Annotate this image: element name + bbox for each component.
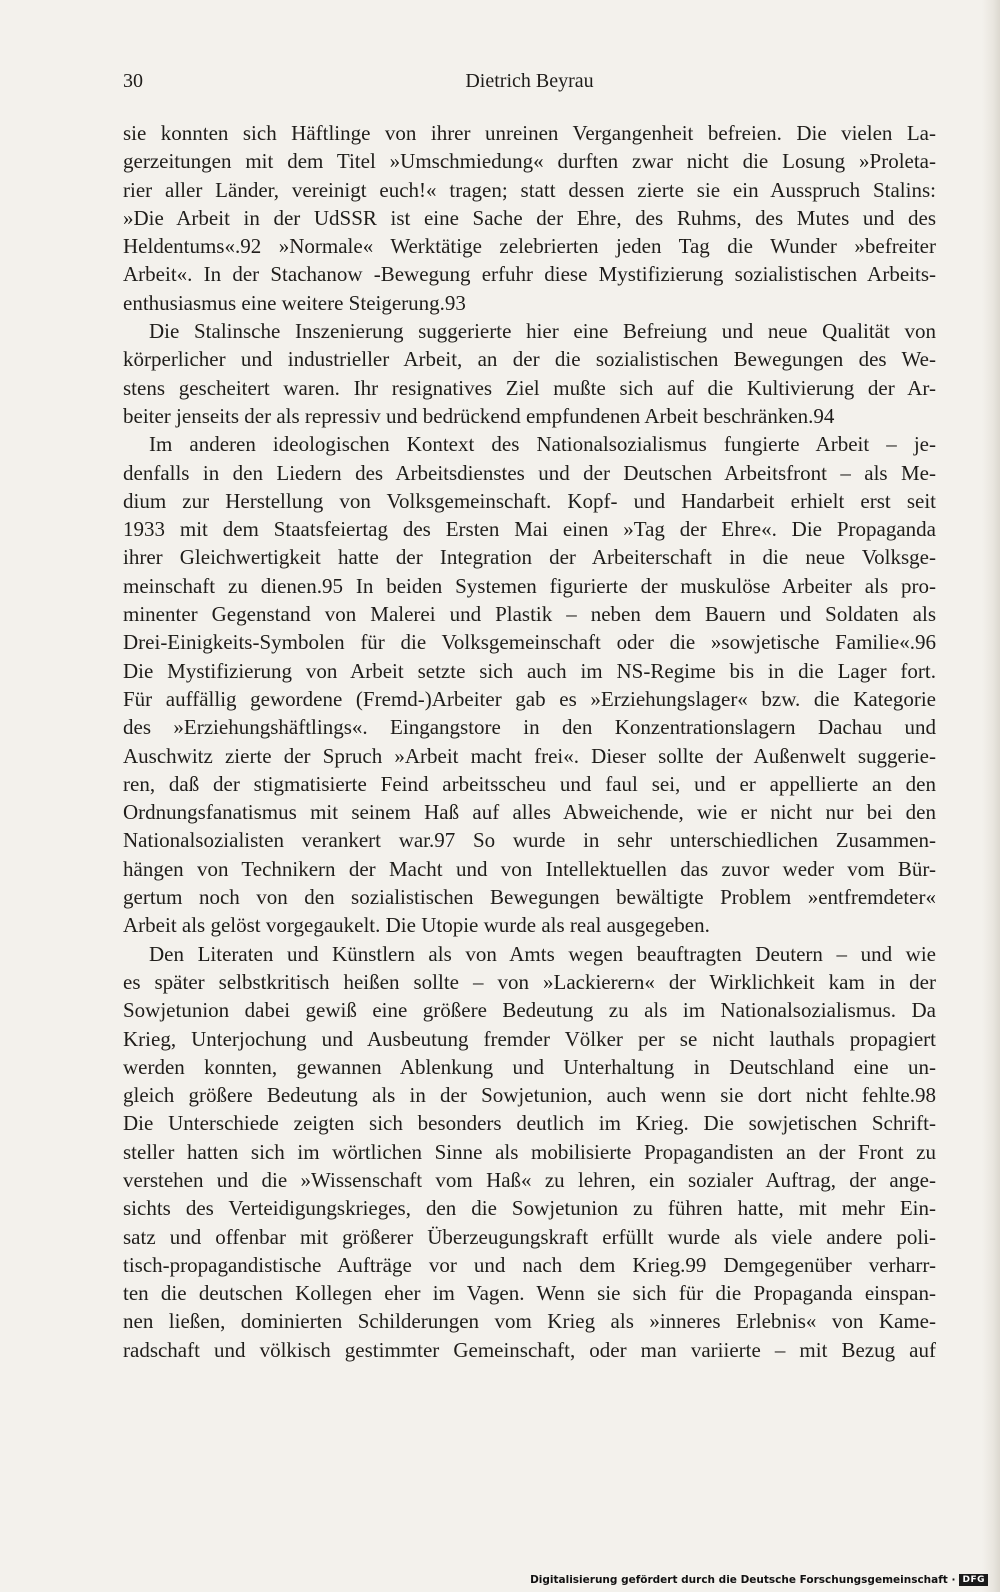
text-line: Im anderen ideologischen Kontext des Nationalsozialismus fungierte Arbeit – je-: [149, 432, 936, 457]
text-line: Arbeit«. In der Stachanow -Bewegung erfuhr diese Mystifizierung sozialistischen Arbeits-: [123, 262, 936, 287]
text-line: ten die deutschen Kollegen eher im Vagen. Wenn sie sich für die Propaganda einspan-: [123, 1281, 936, 1306]
running-head: Dietrich Beyrau: [465, 70, 594, 92]
text-line: dium zur Herstellung von Volksgemeinschaft. Kopf- und Handarbeit erhielt erst seit: [123, 488, 936, 513]
text-line: Ordnungsfanatismus mit seinem Haß auf alles Abweichende, wie er nicht nur bei den: [123, 800, 936, 825]
text-line: Für auffällig gewordene (Fremd-)Arbeiter gab es »Erziehungslager« bzw. die Kategorie: [123, 686, 936, 711]
text-line: verstehen und die »Wissenschaft vom Haß« zu lehren, ein sozialer Auftrag, der ange-: [123, 1167, 936, 1192]
text-line: Den Literaten und Künstlern als von Amts wegen beauftragten Deutern – und wie: [149, 941, 936, 966]
text-line: stens gescheitert waren. Ihr resignatives Ziel mußte sich auf die Kultivierung der Ar-: [123, 375, 936, 400]
text-line: radschaft und völkisch gestimmter Gemeinschaft, oder man variierte – mit Bezug auf: [123, 1337, 936, 1362]
text-line: ren, daß der stigmatisierte Feind arbeitsscheu und faul sei, und er appellierte an den: [123, 771, 936, 796]
text-line: sichts des Verteidigungskrieges, den die Sowjetunion zu führen hatte, mit mehr Ein-: [123, 1196, 936, 1221]
text-line: meinschaft zu dienen.95 In beiden Systemen figurierte der muskulöse Arbeiter als pro-: [123, 573, 936, 598]
text-line: es später selbstkritisch heißen sollte – von »Lackierern« der Wirklichkeit kam in der: [123, 969, 936, 994]
text-line: gleich größere Bedeutung als in der Sowjetunion, auch wenn sie dort nicht fehlte.98: [123, 1083, 936, 1108]
text-line: 1933 mit dem Staatsfeiertag des Ersten Mai einen »Tag der Ehre«. Die Propaganda: [123, 517, 936, 542]
page-edge-shadow: [982, 0, 1000, 1592]
text-line: werden konnten, gewannen Ablenkung und Unterhaltung in Deutschland eine un-: [123, 1054, 936, 1079]
text-line: gertum noch von den sozialistischen Bewegungen bewältigte Problem »entfremdeter«: [123, 885, 936, 910]
text-line: satz und offenbar mit größerer Überzeugungskraft erfüllt wurde als viele andere poli-: [123, 1224, 936, 1249]
text-line: Auschwitz zierte der Spruch »Arbeit macht frei«. Dieser sollte der Außenwelt suggerie-: [123, 743, 936, 768]
page-header: [123, 66, 936, 96]
text-line: Die Unterschiede zeigten sich besonders deutlich im Krieg. Die sowjetischen Schrift-: [123, 1111, 936, 1136]
digitization-credit: [530, 1574, 988, 1586]
text-line: nen ließen, dominierten Schilderungen vom Krieg als »inneres Erlebnis« von Kame-: [123, 1309, 936, 1334]
text-line: gerzeitungen mit dem Titel »Umschmiedung« durften zwar nicht die Losung »Proleta-: [123, 149, 936, 174]
text-line: Krieg, Unterjochung und Ausbeutung fremder Völker per se nicht lauthals propagiert: [123, 1026, 936, 1051]
text-line: beiter jenseits der als repressiv und bedrückend empfundenen Arbeit beschränken.94: [123, 403, 835, 428]
text-line: enthusiasmus eine weitere Steigerung.93: [123, 290, 466, 315]
text-line: rier aller Länder, vereinigt euch!« tragen; statt dessen zierte sie ein Ausspruch Stalins:: [123, 177, 936, 202]
text-line: des »Erziehungshäftlings«. Eingangstore in den Konzentrationslagern Dachau und: [123, 715, 936, 740]
text-line: Drei-Einigkeits-Symbolen für die Volksgemeinschaft oder die »sowjetische Familie«.96: [123, 630, 936, 655]
dfg-logo-icon: DFG: [959, 1574, 988, 1586]
text-line: denfalls in den Liedern des Arbeitsdienstes und der Deutschen Arbeitsfront – als Me-: [123, 460, 936, 485]
text-line: Die Stalinsche Inszenierung suggerierte hier eine Befreiung und neue Qualität von: [149, 319, 936, 344]
text-line: hängen von Technikern der Macht und von Intellektuellen das zuvor weder vom Bür-: [123, 856, 936, 881]
page-number: 30: [123, 70, 143, 92]
credit-text: Digitalisierung gefördert durch die Deutsche Forschungsgemeinschaft ·: [530, 1574, 956, 1586]
text-line: steller hatten sich im wörtlichen Sinne als mobilisierte Propagandisten an der Front zu: [123, 1139, 936, 1164]
text-line: »Die Arbeit in der UdSSR ist eine Sache der Ehre, des Ruhms, des Mutes und des: [123, 205, 936, 230]
text-line: Nationalsozialisten verankert war.97 So wurde in sehr unterschiedlichen Zusammen-: [123, 828, 936, 853]
text-line: Die Mystifizierung von Arbeit setzte sich auch im NS-Regime bis in die Lager fort.: [123, 658, 936, 683]
text-line: minenter Gegenstand von Malerei und Plastik – neben dem Bauern und Soldaten als: [123, 602, 936, 627]
text-line: Sowjetunion dabei gewiß eine größere Bedeutung zu als im Nationalsozialismus. Da: [123, 998, 936, 1023]
text-line: Arbeit als gelöst vorgegaukelt. Die Utopie wurde als real ausgegeben.: [123, 913, 710, 938]
text-line: sie konnten sich Häftlinge von ihrer unreinen Vergangenheit befreien. Die vielen La-: [123, 121, 936, 145]
text-line: körperlicher und industrieller Arbeit, an der die sozialistischen Bewegungen des We-: [123, 347, 936, 372]
text-line: tisch-propagandistische Aufträge vor und nach dem Krieg.99 Demgegenüber verharr-: [123, 1252, 936, 1277]
text-line: ihrer Gleichwertigkeit hatte der Integration der Arbeiterschaft in die neue Volksge-: [123, 545, 936, 570]
text-line: Heldentums«.92 »Normale« Werktätige zelebrierten jeden Tag die Wunder »befreiter: [123, 234, 936, 259]
body-text: [123, 119, 936, 1364]
